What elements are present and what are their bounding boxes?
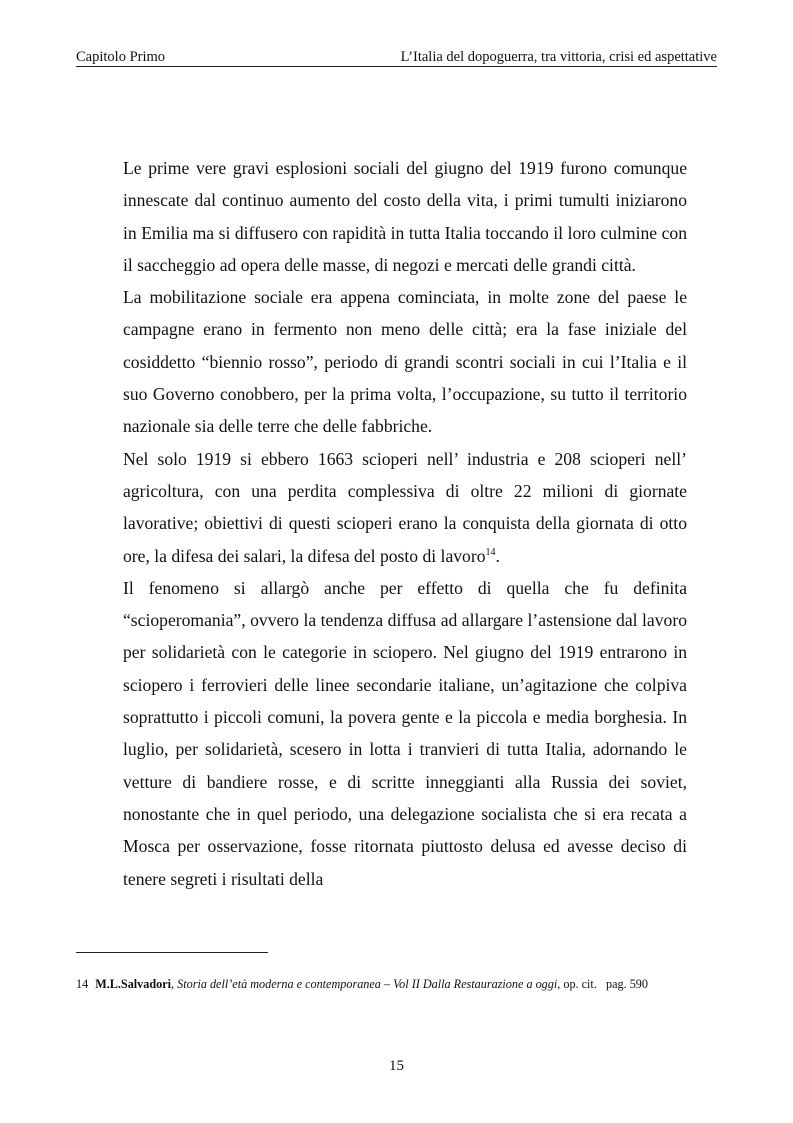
footnote-title: Storia dell’età moderna e contemporanea – Vol II Dalla Restaurazione a oggi [177,977,558,991]
footnote-reference[interactable]: 14 [485,546,496,558]
page-number: 15 [389,1058,404,1074]
header-title: L’Italia del dopoguerra, tra vittoria, crisi ed aspettative [400,49,717,65]
footnote-author: M.L.Salvadori [95,977,172,991]
paragraph-3-text: Nel solo 1919 si ebbero 1663 scioperi nell’ industria e 208 scioperi nell’ agricoltura, con una perdita complessiva di oltre 22 milioni di giornate lavorative; obiettivi di questi scioperi erano la conquista della giornata di otto ore, la difesa dei salari, la difesa del posto di lavoro [123,448,687,566]
paragraph-3-period: . [495,545,500,566]
footnote-rest: , op. cit. pag. 590 [557,977,648,991]
running-header [76,48,717,67]
footnote-number: 14 [76,977,89,991]
paragraph-2: La mobilitazione sociale era appena cominciata, in molte zone del paese le campagne erano in fermento non meno delle città; era la fase iniziale del cosiddetto “biennio rosso”, periodo di grandi scontri sociali in cui l’Italia e il suo Governo conobbero, per la prima volta, l’occupazione, su tutto il territorio nazionale sia delle terre che delle fabbriche. [123,287,687,437]
paragraph-1: Le prime vere gravi esplosioni sociali del giugno del 1919 furono comunque innescate dal continuo aumento del costo della vita, i primi tumulti iniziarono in Emilia ma si diffusero con rapidità in tutta Italia toccando il loro culmine con il saccheggio ad opera delle masse, di negozi e mercati delle grandi città. [123,158,687,275]
header-chapter: Capitolo Primo [76,49,166,65]
main-text [123,152,687,895]
footnote-separator [76,952,268,953]
footnote-separator-text: , [171,977,178,991]
paragraph-4: Il fenomeno si allargò anche per effetto di quella che fu definita “scioperomania”, ovvero la tendenza diffusa ad allargare l’astensione dal lavoro per solidarietà con le categorie in sciopero. Nel giugno del 1919 entrarono in sciopero i ferrovieri delle linee secondarie italiane, un’agitazione che colpiva soprattutto i piccoli comuni, la povera gente e la piccola e media borghesia. In luglio, per solidarietà, scesero in lotta i tranvieri di tutta Italia, adornando le vetture di bandiere rosse, e di scritte inneggianti alla Russia dei soviet, nonostante che in quel periodo, una delegazione socialista che si era recata a Mosca per osservazione, fosse ritornata piuttosto delusa ed avesse deciso di tenere segreti i risultati della [123,577,687,889]
footnote [76,976,716,992]
paragraph-3 [123,443,687,572]
